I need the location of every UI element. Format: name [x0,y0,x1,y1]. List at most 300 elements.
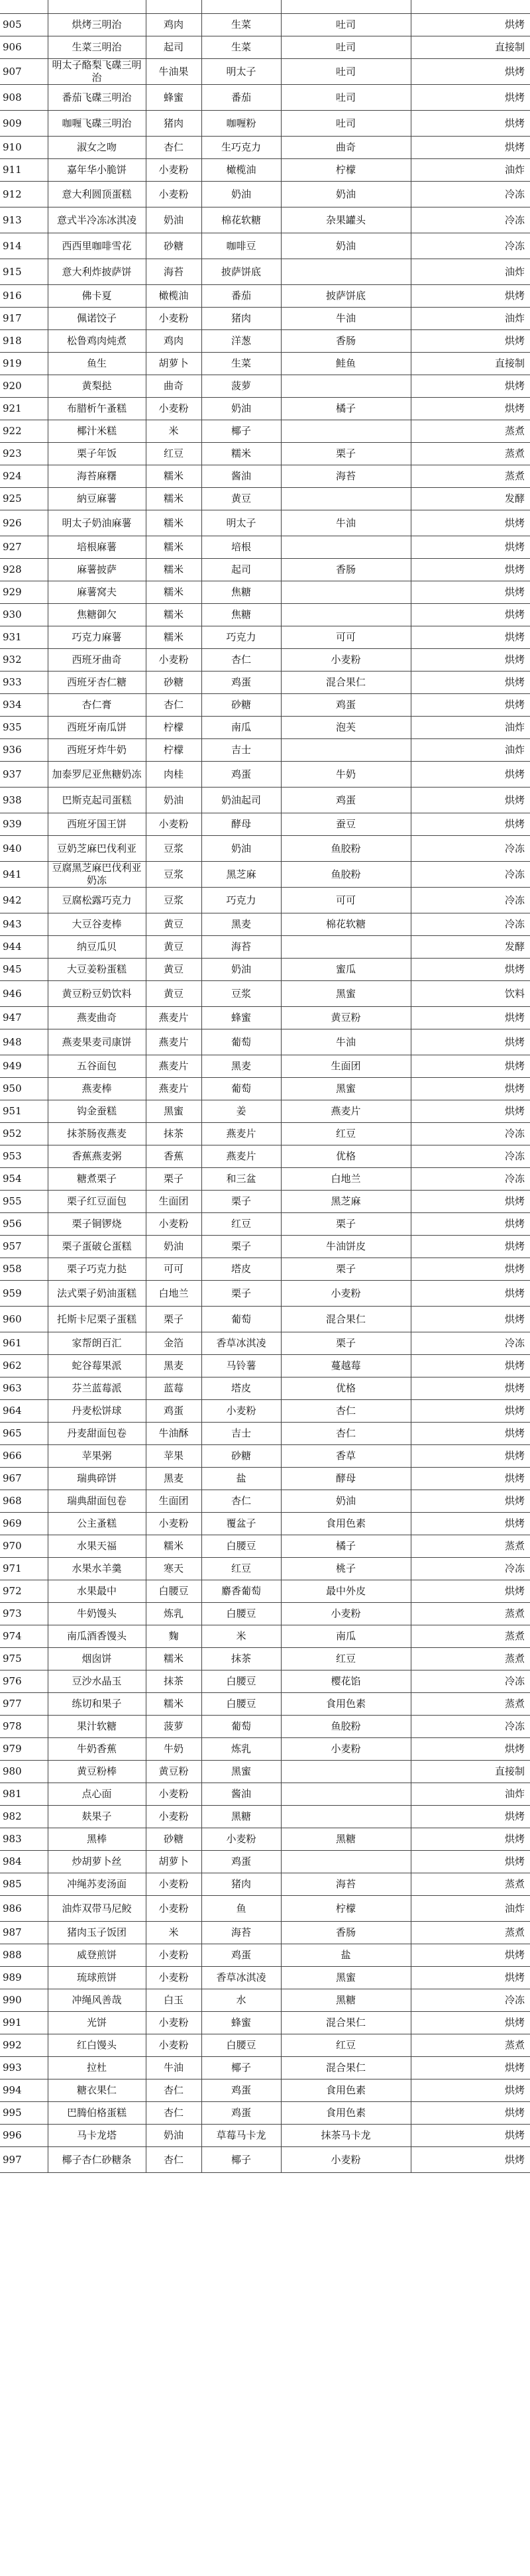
ingredient-2: 蜂蜜 [201,1007,281,1029]
ingredient-2: 盐 [201,1468,281,1490]
recipe-number: 939 [0,813,48,836]
ingredient-3: 蔓越莓 [281,1355,411,1377]
ingredient-2: 咖喱粉 [201,111,281,137]
recipe-number: 912 [0,182,48,207]
ingredient-2: 鸡蛋 [201,1851,281,1873]
recipe-name: 佩诺饺子 [48,308,146,330]
recipe-name: 栗子蛋破仑蛋糕 [48,1236,146,1258]
ingredient-3: 红豆 [281,1648,411,1670]
cooking-method: 烘烤 [411,375,530,398]
table-row [0,1513,530,1535]
ingredient-1: 小麦粉 [146,398,201,420]
ingredient-2: 明太子 [201,510,281,536]
ingredient-3: 盐 [281,1944,411,1967]
ingredient-3: 酵母 [281,1468,411,1490]
recipe-number: 919 [0,353,48,375]
table-row [0,14,530,36]
ingredient-1: 橄榄油 [146,285,201,308]
ingredient-1: 豆浆 [146,862,201,888]
cooking-method: 烘烤 [411,1513,530,1535]
ingredient-1: 小麦粉 [146,2034,201,2057]
ingredient-2: 南瓜 [201,717,281,739]
ingredient-2: 白腰豆 [201,1693,281,1716]
table-row [0,1873,530,1896]
ingredient-1: 牛油 [146,2057,201,2079]
ingredient-2: 砂糖 [201,694,281,717]
recipe-name: 苹果粥 [48,1445,146,1468]
ingredient-3: 蜜瓜 [281,959,411,981]
ingredient-2: 水 [201,1989,281,2012]
recipe-number: 957 [0,1236,48,1258]
ingredient-1: 小麦粉 [146,649,201,672]
ingredient-2: 栗子 [201,1281,281,1307]
cooking-method: 蒸煮 [411,465,530,488]
cooking-method: 烘烤 [411,649,530,672]
cooking-method: 烘烤 [411,1007,530,1029]
ingredient-1: 杏仁 [146,137,201,159]
recipe-name: 蛇谷莓果派 [48,1355,146,1377]
ingredient-2: 黑麦 [201,1055,281,1078]
recipe-number: 938 [0,788,48,813]
ingredient-2: 棉花软糖 [201,207,281,233]
ingredient-1: 燕麦片 [146,1029,201,1055]
cooking-method: 蒸煮 [411,420,530,443]
recipe-number: 946 [0,981,48,1007]
recipe-name: 水果最中 [48,1580,146,1603]
ingredient-3: 栗子 [281,1332,411,1355]
recipe-name: 西班牙曲奇 [48,649,146,672]
table-row [0,1055,530,1078]
ingredient-1: 黄豆 [146,959,201,981]
ingredient-3: 杂果罐头 [281,207,411,233]
cooking-method: 烘烤 [411,813,530,836]
ingredient-2: 披萨饼底 [201,259,281,285]
recipe-name: 椰汁米糕 [48,420,146,443]
ingredient-2: 白腰豆 [201,1603,281,1625]
cooking-method: 烘烤 [411,1738,530,1761]
table-row [0,1377,530,1400]
recipe-name: 明太子奶油麻薯 [48,510,146,536]
recipe-name: 拉杜 [48,2057,146,2079]
cooking-method: 烘烤 [411,559,530,581]
table-row [0,353,530,375]
table-row [0,137,530,159]
ingredient-3: 栗子 [281,1213,411,1236]
table-row [0,1670,530,1693]
recipe-number: 911 [0,159,48,182]
ingredient-3: 香肠 [281,330,411,353]
table-row [0,1332,530,1355]
ingredient-3: 橘子 [281,1535,411,1558]
table-row [0,1761,530,1783]
ingredient-3: 黑糖 [281,1828,411,1851]
recipe-number: 921 [0,398,48,420]
table-row [0,788,530,813]
recipe-number: 967 [0,1468,48,1490]
recipe-number: 905 [0,14,48,36]
recipe-number: 920 [0,375,48,398]
ingredient-3: 鱼胶粉 [281,836,411,862]
ingredient-1: 抹茶 [146,1670,201,1693]
recipe-name: 水果天福 [48,1535,146,1558]
cooking-method: 烘烤 [411,2057,530,2079]
table-row [0,1123,530,1145]
cooking-method: 烘烤 [411,137,530,159]
ingredient-1: 杏仁 [146,694,201,717]
cooking-method: 烘烤 [411,1400,530,1423]
table-row [0,1580,530,1603]
table-row [0,739,530,762]
ingredient-3 [281,259,411,285]
ingredient-2: 橄榄油 [201,159,281,182]
ingredient-3: 优格 [281,1145,411,1168]
ingredient-3: 披萨饼底 [281,285,411,308]
cooking-method: 冷冻 [411,1123,530,1145]
table-row [0,1490,530,1513]
cooking-method: 烘烤 [411,1944,530,1967]
ingredient-1: 牛奶 [146,1738,201,1761]
recipe-name: 威登煎饼 [48,1944,146,1967]
table-row [0,1307,530,1332]
ingredient-3: 牛奶 [281,762,411,788]
recipe-name: 麸果子 [48,1806,146,1828]
ingredient-1: 杏仁 [146,2102,201,2125]
cooking-method: 烘烤 [411,1851,530,1873]
recipe-name: 佛卡夏 [48,285,146,308]
ingredient-3: 红豆 [281,1123,411,1145]
recipe-number: 979 [0,1738,48,1761]
cooking-method: 烘烤 [411,536,530,559]
recipe-number: 933 [0,672,48,694]
recipe-name: 松鲁鸡肉炖煮 [48,330,146,353]
cooking-method: 烘烤 [411,788,530,813]
cooking-method: 冷冻 [411,182,530,207]
ingredient-2: 白腰豆 [201,2034,281,2057]
ingredient-1: 黑麦 [146,1355,201,1377]
cooking-method: 冷冻 [411,862,530,888]
ingredient-1: 寒天 [146,1558,201,1580]
ingredient-3: 吐司 [281,36,411,59]
ingredient-3: 香肠 [281,1922,411,1944]
ingredient-1: 豆浆 [146,836,201,862]
ingredient-1: 糯米 [146,559,201,581]
recipe-number: 987 [0,1922,48,1944]
recipe-name: 意式半冷冻冰淇凌 [48,207,146,233]
table-row [0,1625,530,1648]
ingredient-1: 猪肉 [146,111,201,137]
ingredient-1: 豆浆 [146,888,201,913]
ingredient-1: 菠萝 [146,1716,201,1738]
ingredient-3: 黑蜜 [281,1967,411,1989]
recipe-name: 燕麦果麦司康饼 [48,1029,146,1055]
cooking-method: 直接制 [411,36,530,59]
ingredient-1: 燕麦片 [146,1078,201,1100]
table-row [0,1603,530,1625]
table-row [0,559,530,581]
cooking-method: 蒸煮 [411,1922,530,1944]
cooking-method: 烘烤 [411,14,530,36]
recipe-name: 巧克力麻薯 [48,626,146,649]
ingredient-3: 黑蜜 [281,981,411,1007]
ingredient-1: 牛油酥 [146,1423,201,1445]
recipe-number: 925 [0,488,48,510]
recipe-number [0,0,48,14]
cooking-method: 油炸 [411,717,530,739]
recipe-number: 949 [0,1055,48,1078]
recipe-number: 995 [0,2102,48,2125]
cooking-method: 烘烤 [411,1055,530,1078]
ingredient-1: 小麦粉 [146,182,201,207]
recipe-name: 冲绳苏麦汤面 [48,1873,146,1896]
cooking-method: 烘烤 [411,1967,530,1989]
ingredient-3: 吐司 [281,85,411,111]
ingredient-3: 桃子 [281,1558,411,1580]
cooking-method: 冷冻 [411,1670,530,1693]
recipe-number: 950 [0,1078,48,1100]
ingredient-3: 抹茶马卡龙 [281,2125,411,2147]
ingredient-2 [201,0,281,14]
ingredient-2: 香草冰淇凌 [201,1967,281,1989]
recipe-number: 955 [0,1191,48,1213]
ingredient-2: 生菜 [201,36,281,59]
ingredient-1: 糯米 [146,510,201,536]
recipe-name: 椰子杏仁砂糖条 [48,2147,146,2173]
ingredient-2: 焦糖 [201,604,281,626]
recipe-name: 栗子红豆面包 [48,1191,146,1213]
ingredient-1: 糯米 [146,581,201,604]
ingredient-3: 可可 [281,626,411,649]
table-row [0,1967,530,1989]
cooking-method: 烘烤 [411,1377,530,1400]
cooking-method: 油炸 [411,1896,530,1922]
ingredient-2: 炼乳 [201,1738,281,1761]
ingredient-3: 香肠 [281,559,411,581]
recipe-name: 糖衣果仁 [48,2079,146,2102]
ingredient-2: 小麦粉 [201,1400,281,1423]
recipe-name [48,0,146,14]
cooking-method: 烘烤 [411,1468,530,1490]
ingredient-1: 鸡肉 [146,14,201,36]
recipe-name: 南瓜酒香馒头 [48,1625,146,1648]
table-row [0,159,530,182]
recipe-number: 991 [0,2012,48,2034]
ingredient-1: 黄豆粉 [146,1761,201,1783]
recipe-name: 杏仁膏 [48,694,146,717]
ingredient-3: 小麦粉 [281,649,411,672]
table-row [0,2125,530,2147]
ingredient-3 [281,739,411,762]
recipe-number: 954 [0,1168,48,1191]
recipe-number: 918 [0,330,48,353]
table-row [0,1558,530,1580]
ingredient-1: 黄豆 [146,981,201,1007]
recipe-number: 915 [0,259,48,285]
ingredient-2: 黑麦 [201,913,281,936]
table-row [0,888,530,913]
recipe-number: 930 [0,604,48,626]
recipe-name: 纳豆瓜贝 [48,936,146,959]
recipe-name: 猪肉玉子饭团 [48,1922,146,1944]
recipe-name: 法式栗子奶油蛋糕 [48,1281,146,1307]
ingredient-1: 白腰豆 [146,1580,201,1603]
cooking-method: 烘烤 [411,59,530,85]
ingredient-3: 南瓜 [281,1625,411,1648]
recipe-name: 糖煮栗子 [48,1168,146,1191]
recipe-number: 923 [0,443,48,465]
ingredient-2: 猪肉 [201,1873,281,1896]
cooking-method: 冷冻 [411,1332,530,1355]
table-row [0,1648,530,1670]
recipe-number: 993 [0,2057,48,2079]
ingredient-1: 苹果 [146,1445,201,1468]
ingredient-1: 糯米 [146,626,201,649]
recipe-name: 淑女之吻 [48,137,146,159]
ingredient-2: 葡萄 [201,1029,281,1055]
ingredient-3: 蚕豆 [281,813,411,836]
recipe-number: 990 [0,1989,48,2012]
ingredient-1: 小麦粉 [146,1783,201,1806]
ingredient-2: 奶油 [201,182,281,207]
recipe-name: 瑞典碎饼 [48,1468,146,1490]
ingredient-1: 麴 [146,1625,201,1648]
ingredient-1: 抹茶 [146,1123,201,1145]
table-row [0,0,530,14]
ingredient-1: 砂糖 [146,233,201,259]
table-row [0,1806,530,1828]
recipe-number: 962 [0,1355,48,1377]
cooking-method: 油炸 [411,159,530,182]
recipe-number: 970 [0,1535,48,1558]
table-row [0,672,530,694]
recipe-number: 935 [0,717,48,739]
cooking-method: 冷冻 [411,1558,530,1580]
table-row [0,420,530,443]
table-row [0,443,530,465]
recipe-number: 994 [0,2079,48,2102]
ingredient-3: 混合果仁 [281,2012,411,2034]
table-row [0,1535,530,1558]
ingredient-1: 糯米 [146,536,201,559]
cooking-method: 直接制 [411,353,530,375]
cooking-method: 冷冻 [411,888,530,913]
ingredient-2: 鱼 [201,1896,281,1922]
ingredient-1: 米 [146,420,201,443]
ingredient-3: 优格 [281,1377,411,1400]
recipe-name: 公主蚤糕 [48,1513,146,1535]
cooking-method: 冷冻 [411,1145,530,1168]
ingredient-3: 鸡蛋 [281,788,411,813]
ingredient-3: 白地兰 [281,1168,411,1191]
ingredient-2: 葡萄 [201,1716,281,1738]
cooking-method: 烘烤 [411,1281,530,1307]
table-row [0,488,530,510]
ingredient-2: 黄豆 [201,488,281,510]
cooking-method: 油炸 [411,739,530,762]
ingredient-3: 吐司 [281,14,411,36]
recipe-name: 冲绳风善哉 [48,1989,146,2012]
recipe-number: 973 [0,1603,48,1625]
ingredient-2: 海苔 [201,1922,281,1944]
ingredient-1: 黄豆 [146,913,201,936]
ingredient-2: 黑糖 [201,1806,281,1828]
ingredient-2: 椰子 [201,420,281,443]
ingredient-3: 柠檬 [281,159,411,182]
recipe-number: 941 [0,862,48,888]
table-row [0,1445,530,1468]
recipe-number: 981 [0,1783,48,1806]
ingredient-1: 小麦粉 [146,1873,201,1896]
cooking-method: 烘烤 [411,1445,530,1468]
ingredient-1: 小麦粉 [146,2012,201,2034]
ingredient-1: 黑蜜 [146,1100,201,1123]
table-row [0,536,530,559]
ingredient-3: 食用色素 [281,2079,411,2102]
cooking-method: 烘烤 [411,959,530,981]
ingredient-3: 牛油 [281,308,411,330]
recipe-number: 956 [0,1213,48,1236]
ingredient-3: 牛油 [281,510,411,536]
table-row [0,1851,530,1873]
ingredient-2: 砂糖 [201,1445,281,1468]
ingredient-3: 奶油 [281,1490,411,1513]
ingredient-1: 胡萝卜 [146,353,201,375]
ingredient-3 [281,420,411,443]
cooking-method: 冷冻 [411,913,530,936]
ingredient-1: 糯米 [146,1693,201,1716]
cooking-method: 蒸煮 [411,1873,530,1896]
ingredient-1: 小麦粉 [146,1806,201,1828]
ingredient-1: 小麦粉 [146,813,201,836]
ingredient-2: 米 [201,1625,281,1648]
recipe-name: 布腊析午蚤糕 [48,398,146,420]
cooking-method: 冷冻 [411,233,530,259]
cooking-method: 冷冻 [411,207,530,233]
recipe-number: 917 [0,308,48,330]
ingredient-3: 小麦粉 [281,1281,411,1307]
ingredient-1: 海苔 [146,259,201,285]
ingredient-1: 奶油 [146,207,201,233]
recipe-name: 明太子酪梨飞碟三明治 [48,59,146,85]
ingredient-2: 巧克力 [201,888,281,913]
ingredient-3: 吐司 [281,111,411,137]
ingredient-1: 砂糖 [146,1828,201,1851]
table-row [0,649,530,672]
recipe-name: 点心面 [48,1783,146,1806]
cooking-method: 发酵 [411,936,530,959]
cooking-method: 烘烤 [411,694,530,717]
ingredient-2: 黑蜜 [201,1761,281,1783]
recipe-name: 马卡龙塔 [48,2125,146,2147]
ingredient-2: 塔皮 [201,1258,281,1281]
ingredient-1: 生面团 [146,1490,201,1513]
ingredient-2: 奶油 [201,959,281,981]
ingredient-3: 柠檬 [281,1896,411,1922]
table-row [0,465,530,488]
cooking-method: 烘烤 [411,1580,530,1603]
ingredient-2: 培根 [201,536,281,559]
table-row [0,2079,530,2102]
ingredient-2: 红豆 [201,1213,281,1236]
cooking-method: 蒸煮 [411,1603,530,1625]
ingredient-1: 栗子 [146,1168,201,1191]
table-row [0,581,530,604]
ingredient-3: 樱花馅 [281,1670,411,1693]
cooking-method: 发酵 [411,488,530,510]
recipe-name: 燕麦曲奇 [48,1007,146,1029]
recipe-name: 加泰罗尼亚焦糖奶冻 [48,762,146,788]
recipe-name: 西西里咖啡雪花 [48,233,146,259]
table-row [0,913,530,936]
